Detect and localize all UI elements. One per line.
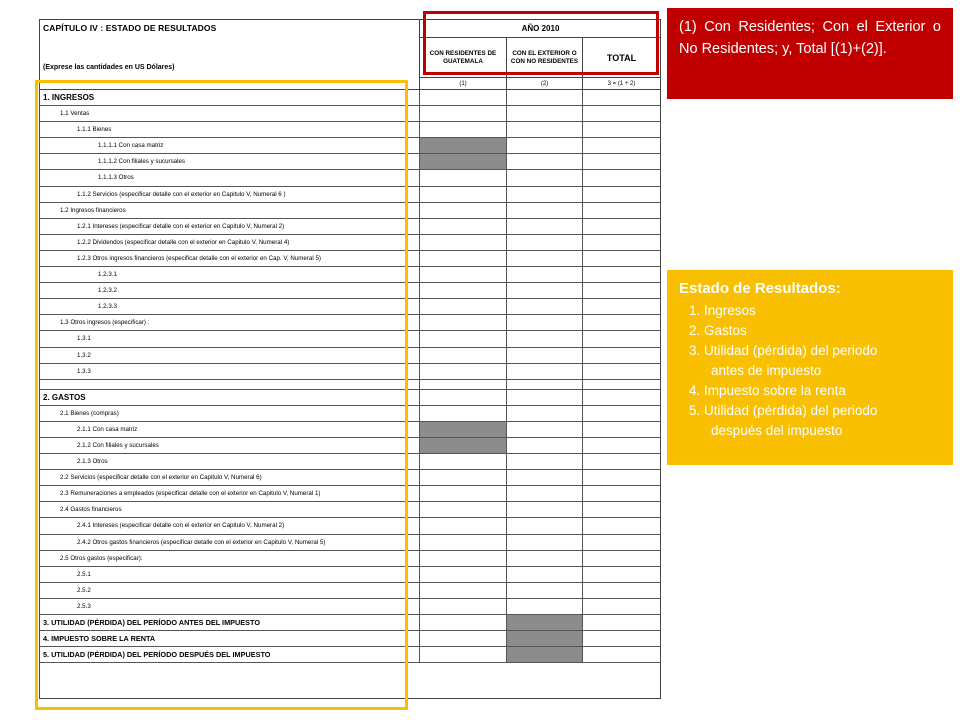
input-cell[interactable] bbox=[507, 122, 583, 137]
input-cell[interactable] bbox=[583, 219, 660, 234]
column-number-1: (1) bbox=[420, 77, 507, 90]
row-label: 2.1.1 Con casa matriz bbox=[40, 422, 420, 437]
input-cell[interactable] bbox=[507, 348, 583, 363]
input-cell[interactable] bbox=[420, 390, 507, 405]
input-cell[interactable] bbox=[583, 170, 660, 185]
input-cell[interactable] bbox=[420, 454, 507, 469]
row-label: 2.3 Remuneraciones a empleados (especificar detalle con el exterior en Capitulo V, Numeral 1) bbox=[40, 486, 420, 501]
row-label: 2.5.2 bbox=[40, 583, 420, 598]
input-cell[interactable] bbox=[507, 267, 583, 282]
input-cell[interactable] bbox=[420, 122, 507, 137]
input-cell[interactable] bbox=[507, 315, 583, 330]
input-cell[interactable] bbox=[507, 518, 583, 533]
input-cell[interactable] bbox=[507, 299, 583, 314]
input-cell[interactable] bbox=[420, 283, 507, 298]
input-cell[interactable] bbox=[507, 567, 583, 582]
disabled-cell bbox=[507, 631, 583, 646]
input-cell[interactable] bbox=[583, 187, 660, 202]
row-label: 2.5 Otros gastos (especificar): bbox=[40, 551, 420, 566]
row-label: 2.5.3 bbox=[40, 599, 420, 614]
row-label: 2.1.2 Con filiales y sucursales bbox=[40, 438, 420, 453]
row-label: 2. GASTOS bbox=[40, 390, 420, 405]
input-cell[interactable] bbox=[420, 331, 507, 346]
input-cell[interactable] bbox=[420, 567, 507, 582]
input-cell[interactable] bbox=[507, 331, 583, 346]
input-cell[interactable] bbox=[420, 364, 507, 379]
input-cell[interactable] bbox=[507, 470, 583, 485]
sections-callout-list bbox=[679, 301, 941, 441]
input-cell[interactable] bbox=[583, 470, 660, 485]
input-cell[interactable] bbox=[583, 518, 660, 533]
input-cell[interactable] bbox=[583, 599, 660, 614]
input-cell[interactable] bbox=[583, 90, 660, 105]
disabled-cell bbox=[420, 438, 507, 453]
form-title: CAPÍTULO IV : ESTADO DE RESULTADOS bbox=[43, 23, 217, 33]
input-cell[interactable] bbox=[420, 599, 507, 614]
input-cell[interactable] bbox=[507, 390, 583, 405]
row-label: 2.5.1 bbox=[40, 567, 420, 582]
input-cell[interactable] bbox=[420, 251, 507, 266]
callout-item: 1. Ingresos bbox=[689, 303, 756, 318]
input-cell[interactable] bbox=[507, 219, 583, 234]
row-label: 1.3.2 bbox=[40, 348, 420, 363]
input-cell[interactable] bbox=[420, 267, 507, 282]
input-cell[interactable] bbox=[583, 583, 660, 598]
row-label: 1.2.2 Dividendos (especificar detalle con el exterior en Capitulo V, Numeral 4) bbox=[40, 235, 420, 250]
input-cell[interactable] bbox=[583, 203, 660, 218]
input-cell[interactable] bbox=[583, 138, 660, 153]
input-cell[interactable] bbox=[420, 502, 507, 517]
input-cell[interactable] bbox=[507, 454, 583, 469]
row-label: 2.4 Gastos financieros bbox=[40, 502, 420, 517]
sections-callout-title: Estado de Resultados: bbox=[679, 280, 841, 297]
input-cell[interactable] bbox=[420, 535, 507, 550]
disabled-cell bbox=[420, 138, 507, 153]
input-cell[interactable] bbox=[420, 315, 507, 330]
input-cell[interactable] bbox=[420, 647, 507, 662]
input-cell[interactable] bbox=[507, 583, 583, 598]
input-cell[interactable] bbox=[583, 348, 660, 363]
input-cell[interactable] bbox=[420, 380, 507, 389]
column-number-3: 3 = (1 + 2) bbox=[583, 77, 660, 90]
row-label: 1.1.1 Bienes bbox=[40, 122, 420, 137]
row-label: 3. UTILIDAD (PÉRDIDA) DEL PERÍODO ANTES DEL IMPUESTO bbox=[40, 615, 420, 630]
row-label: 1.2.3.1 bbox=[40, 267, 420, 282]
input-cell[interactable] bbox=[583, 380, 660, 389]
input-cell[interactable] bbox=[507, 106, 583, 121]
row-label: 1.1.1.2 Con filiales y sucursales bbox=[40, 154, 420, 169]
input-cell[interactable] bbox=[507, 502, 583, 517]
input-cell[interactable] bbox=[583, 438, 660, 453]
input-cell[interactable] bbox=[583, 615, 660, 630]
row-label: 2.4.1 Intereses (especificar detalle con el exterior en Capitulo V, Numeral 2) bbox=[40, 518, 420, 533]
input-cell[interactable] bbox=[583, 364, 660, 379]
row-label: 1.2.3.2 bbox=[40, 283, 420, 298]
input-cell[interactable] bbox=[583, 454, 660, 469]
input-cell[interactable] bbox=[583, 502, 660, 517]
input-cell[interactable] bbox=[583, 251, 660, 266]
input-cell[interactable] bbox=[583, 486, 660, 501]
input-cell[interactable] bbox=[420, 203, 507, 218]
input-cell[interactable] bbox=[583, 154, 660, 169]
input-cell[interactable] bbox=[420, 470, 507, 485]
row-label: 1.1 Ventas bbox=[40, 106, 420, 121]
row-label: 1.1.2 Servicios (especificar detalle con el exterior en Capitulo V, Numeral 6 ) bbox=[40, 187, 420, 202]
row-label: 1.3.3 bbox=[40, 364, 420, 379]
input-cell[interactable] bbox=[507, 203, 583, 218]
input-cell[interactable] bbox=[420, 219, 507, 234]
input-cell[interactable] bbox=[420, 170, 507, 185]
input-cell[interactable] bbox=[420, 583, 507, 598]
input-cell[interactable] bbox=[583, 299, 660, 314]
row-label: 1.2.3.3 bbox=[40, 299, 420, 314]
callout-item: 3. Utilidad (pérdida) del periodo antes de impuesto bbox=[689, 343, 878, 378]
input-cell[interactable] bbox=[507, 138, 583, 153]
callout-item: 2. Gastos bbox=[689, 323, 747, 338]
rows-highlight-outline bbox=[35, 80, 408, 710]
input-cell[interactable] bbox=[583, 106, 660, 121]
disabled-cell bbox=[420, 154, 507, 169]
input-cell[interactable] bbox=[507, 406, 583, 421]
input-cell[interactable] bbox=[583, 567, 660, 582]
callout-item: 5. Utilidad (pérdida) del periodo después del impuesto bbox=[689, 403, 878, 438]
column-header-exterior: CON EL EXTERIOR O CON NO RESIDENTES bbox=[507, 38, 583, 77]
input-cell[interactable] bbox=[420, 551, 507, 566]
columns-highlight-outline bbox=[423, 11, 659, 75]
input-cell[interactable] bbox=[507, 154, 583, 169]
input-cell[interactable] bbox=[583, 422, 660, 437]
row-label: 1.2.1 Intereses (especificar detalle con el exterior en Capitulo V, Numeral 2) bbox=[40, 219, 420, 234]
row-label: 5. UTILIDAD (PÉRDIDA) DEL PERÍODO DESPUÉS DEL IMPUESTO bbox=[40, 647, 420, 662]
input-cell[interactable] bbox=[420, 518, 507, 533]
input-cell[interactable] bbox=[507, 187, 583, 202]
input-cell[interactable] bbox=[583, 390, 660, 405]
row-label: 1.1.1.1 Con casa matriz bbox=[40, 138, 420, 153]
input-cell[interactable] bbox=[583, 283, 660, 298]
year-header: AÑO 2010 bbox=[420, 20, 661, 38]
row-label: 1.3 Otros ingresos (especificar) : bbox=[40, 315, 420, 330]
row-label: 1.2.3 Otros ingresos financieros (especificar detalle con el exterior en Cap. V, Numeral 5) bbox=[40, 251, 420, 266]
disabled-cell bbox=[507, 647, 583, 662]
input-cell[interactable] bbox=[583, 235, 660, 250]
input-cell[interactable] bbox=[507, 422, 583, 437]
input-cell[interactable] bbox=[583, 647, 660, 662]
row-label: 2.4.2 Otros gastos financieros (especificar detalle con el exterior en Capitulo V, Numeral 5) bbox=[40, 535, 420, 550]
row-label: 2.2 Servicios (especificar detalle con el exterior en Capitulo V, Numeral 6) bbox=[40, 470, 420, 485]
input-cell[interactable] bbox=[507, 599, 583, 614]
form-subtitle: (Exprese las cantidades en US Dólares) bbox=[43, 64, 175, 71]
row-label: 4. IMPUESTO SOBRE LA RENTA bbox=[40, 631, 420, 646]
input-cell[interactable] bbox=[507, 551, 583, 566]
input-cell[interactable] bbox=[420, 106, 507, 121]
row-label: 2.1.3 Otros bbox=[40, 454, 420, 469]
input-cell[interactable] bbox=[420, 299, 507, 314]
sections-callout bbox=[667, 270, 953, 465]
input-cell[interactable] bbox=[420, 406, 507, 421]
input-cell[interactable] bbox=[507, 364, 583, 379]
input-cell[interactable] bbox=[507, 283, 583, 298]
input-cell[interactable] bbox=[420, 615, 507, 630]
input-cell[interactable] bbox=[583, 315, 660, 330]
input-cell[interactable] bbox=[420, 348, 507, 363]
input-cell[interactable] bbox=[420, 90, 507, 105]
input-cell[interactable] bbox=[507, 90, 583, 105]
input-cell[interactable] bbox=[507, 235, 583, 250]
input-cell[interactable] bbox=[420, 187, 507, 202]
row-label: 1.3.1 bbox=[40, 331, 420, 346]
input-cell[interactable] bbox=[583, 631, 660, 646]
input-cell[interactable] bbox=[507, 535, 583, 550]
input-cell[interactable] bbox=[583, 331, 660, 346]
input-cell[interactable] bbox=[420, 631, 507, 646]
disabled-cell bbox=[507, 615, 583, 630]
input-cell[interactable] bbox=[420, 486, 507, 501]
input-cell[interactable] bbox=[583, 535, 660, 550]
column-number-2: (2) bbox=[507, 77, 583, 90]
input-cell[interactable] bbox=[507, 251, 583, 266]
input-cell[interactable] bbox=[420, 235, 507, 250]
input-cell[interactable] bbox=[583, 267, 660, 282]
row-label: 1. INGRESOS bbox=[40, 90, 420, 105]
column-header-residents: CON RESIDENTES DE GUATEMALA bbox=[420, 38, 507, 77]
columns-callout-text: (1) Con Residentes; Con el Exterior o No Residentes; y, Total [(1)+(2)]. bbox=[679, 19, 941, 57]
input-cell[interactable] bbox=[583, 122, 660, 137]
callout-item: 4. Impuesto sobre la renta bbox=[689, 383, 846, 398]
column-header-total: TOTAL bbox=[606, 52, 637, 63]
disabled-cell bbox=[420, 422, 507, 437]
input-cell[interactable] bbox=[507, 170, 583, 185]
row-label: 1.1.1.3 Otros bbox=[40, 170, 420, 185]
input-cell[interactable] bbox=[507, 380, 583, 389]
columns-callout bbox=[667, 8, 953, 99]
row-label: 1.2 Ingresos financieros bbox=[40, 203, 420, 218]
input-cell[interactable] bbox=[507, 438, 583, 453]
row-label: 2.1 Bienes (compras) bbox=[40, 406, 420, 421]
input-cell[interactable] bbox=[583, 406, 660, 421]
input-cell[interactable] bbox=[583, 551, 660, 566]
input-cell[interactable] bbox=[507, 486, 583, 501]
